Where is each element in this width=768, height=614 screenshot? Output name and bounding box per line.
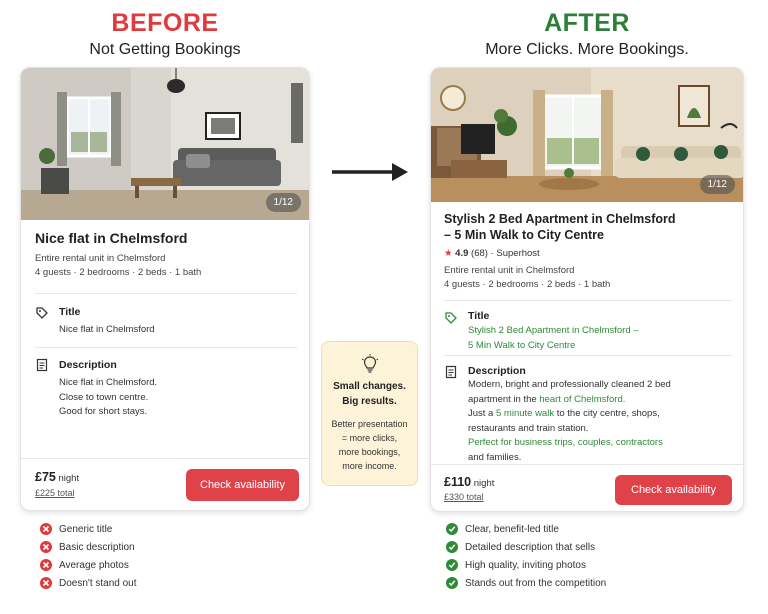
tag-icon — [35, 306, 49, 320]
benefit-label: Stands out from the competition — [465, 577, 607, 589]
photo-counter: 1/12 — [700, 175, 735, 194]
issue-label: Generic title — [59, 523, 113, 535]
title-section-value — [468, 324, 639, 353]
price-unit: night — [58, 473, 80, 484]
list-item — [40, 574, 137, 592]
issue-label: Average photos — [59, 559, 129, 571]
tip-box — [321, 341, 418, 486]
check-icon — [446, 523, 458, 535]
description-text: apartment in the — [468, 393, 540, 405]
superhost-badge: Superhost — [496, 248, 540, 259]
after-title: AFTER — [544, 9, 630, 37]
living-room-photo — [21, 68, 309, 220]
divider — [21, 458, 310, 459]
rating-row — [444, 248, 540, 259]
tip-title-line: Small changes. — [333, 381, 406, 392]
before-listing-photo[interactable] — [21, 68, 309, 220]
photo-counter: 1/12 — [266, 193, 301, 212]
benefit-label: Detailed description that sells — [465, 541, 596, 553]
description-section-value — [468, 378, 671, 465]
before-issues-list — [40, 520, 137, 592]
title-section-line: Stylish 2 Bed Apartment in Chelmsford – — [468, 325, 639, 336]
list-item — [446, 574, 606, 592]
description-line — [468, 407, 671, 422]
listing-title[interactable]: Nice flat in Chelmsford — [35, 230, 188, 246]
total-price[interactable]: £225 total — [35, 488, 75, 498]
document-icon — [444, 365, 458, 379]
listing-type: Entire rental unit in Chelmsford — [35, 253, 166, 264]
price-amount: £110 — [444, 475, 472, 489]
benefit-label: Clear, benefit-led title — [465, 523, 559, 535]
living-room-photo — [431, 68, 743, 202]
list-item — [40, 556, 137, 574]
description-section-label: Description — [59, 359, 117, 371]
divider — [35, 293, 297, 294]
tag-icon — [444, 311, 458, 325]
title-section-label: Title — [59, 306, 81, 318]
before-heading — [20, 9, 310, 59]
x-icon — [40, 523, 52, 535]
review-count[interactable]: (68) — [471, 248, 488, 259]
check-availability-button[interactable]: Check availability — [615, 475, 732, 505]
rating-separator: · — [490, 248, 494, 259]
before-listing-card[interactable] — [20, 67, 310, 511]
list-item — [446, 520, 606, 538]
description-line: Good for short stays. — [59, 406, 148, 417]
list-item — [40, 520, 137, 538]
lightbulb-icon — [361, 354, 379, 374]
tip-body-line: Better presentation — [331, 419, 408, 429]
check-icon — [446, 541, 458, 553]
divider — [35, 347, 297, 348]
list-item — [446, 538, 606, 556]
total-price[interactable]: £330 total — [444, 492, 484, 502]
arrow-right-icon — [330, 160, 410, 184]
check-icon — [446, 559, 458, 571]
document-icon — [35, 358, 49, 372]
rating-value: 4.9 — [455, 248, 469, 259]
tip-body-line: more bookings, — [338, 447, 401, 457]
price-unit: night — [473, 478, 495, 489]
x-icon — [40, 559, 52, 571]
after-subtitle: More Clicks. More Bookings. — [485, 41, 689, 58]
issue-label: Basic description — [59, 541, 135, 553]
tip-title-line: Big results. — [342, 396, 397, 407]
description-line: Close to town centre. — [59, 391, 149, 403]
check-availability-button[interactable]: Check availability — [186, 469, 299, 501]
listing-details: 4 guests · 2 bedrooms · 2 beds · 1 bath — [444, 279, 611, 290]
listing-title-line: – 5 Min Walk to City Centre — [444, 228, 604, 242]
star-icon: ★ — [444, 248, 453, 259]
nightly-price — [444, 475, 494, 489]
tip-title — [322, 379, 417, 409]
title-section-label: Title — [468, 310, 490, 322]
title-section-line: 5 Min Walk to City Centre — [468, 339, 576, 351]
divider — [444, 300, 732, 301]
issue-label: Doesn't stand out — [59, 577, 137, 589]
before-title: BEFORE — [111, 9, 219, 37]
description-line: restaurants and train station. — [468, 422, 589, 434]
description-section-value — [59, 376, 157, 420]
tip-body — [322, 417, 417, 473]
divider — [431, 464, 744, 465]
nightly-price — [35, 470, 79, 484]
before-subtitle: Not Getting Bookings — [89, 41, 241, 58]
listing-title[interactable] — [444, 211, 676, 243]
listing-details: 4 guests · 2 bedrooms · 2 beds · 1 bath — [35, 267, 202, 278]
list-item — [40, 538, 137, 556]
x-icon — [40, 541, 52, 553]
description-text: to the city centre, shops, — [554, 408, 660, 419]
list-item — [446, 556, 606, 574]
x-icon — [40, 577, 52, 589]
tip-body-line: = more clicks, — [341, 433, 398, 443]
description-highlight: heart of Chelmsford. — [539, 393, 626, 405]
benefit-label: High quality, inviting photos — [465, 559, 586, 571]
description-line: Perfect for business trips, couples, contractors — [468, 437, 663, 448]
after-listing-photo[interactable] — [431, 68, 743, 202]
tip-body-line: more income. — [342, 461, 397, 471]
after-heading — [430, 9, 744, 59]
divider — [444, 355, 732, 356]
description-text: Just a — [468, 408, 496, 419]
description-line: Nice flat in Chelmsford. — [59, 377, 158, 388]
description-line: and families. — [468, 451, 522, 463]
price-amount: £75 — [35, 470, 56, 484]
description-line: Modern, bright and professionally cleaned 2 bed — [468, 379, 671, 390]
check-icon — [446, 577, 458, 589]
description-section-label: Description — [468, 365, 526, 377]
listing-title-line: Stylish 2 Bed Apartment in Chelmsford — [444, 212, 676, 226]
listing-type: Entire rental unit in Chelmsford — [444, 265, 575, 276]
title-section-value: Nice flat in Chelmsford — [59, 324, 155, 335]
after-listing-card[interactable] — [430, 67, 744, 512]
description-highlight: 5 minute walk — [496, 408, 555, 419]
description-line — [468, 393, 671, 408]
after-benefits-list — [446, 520, 606, 592]
